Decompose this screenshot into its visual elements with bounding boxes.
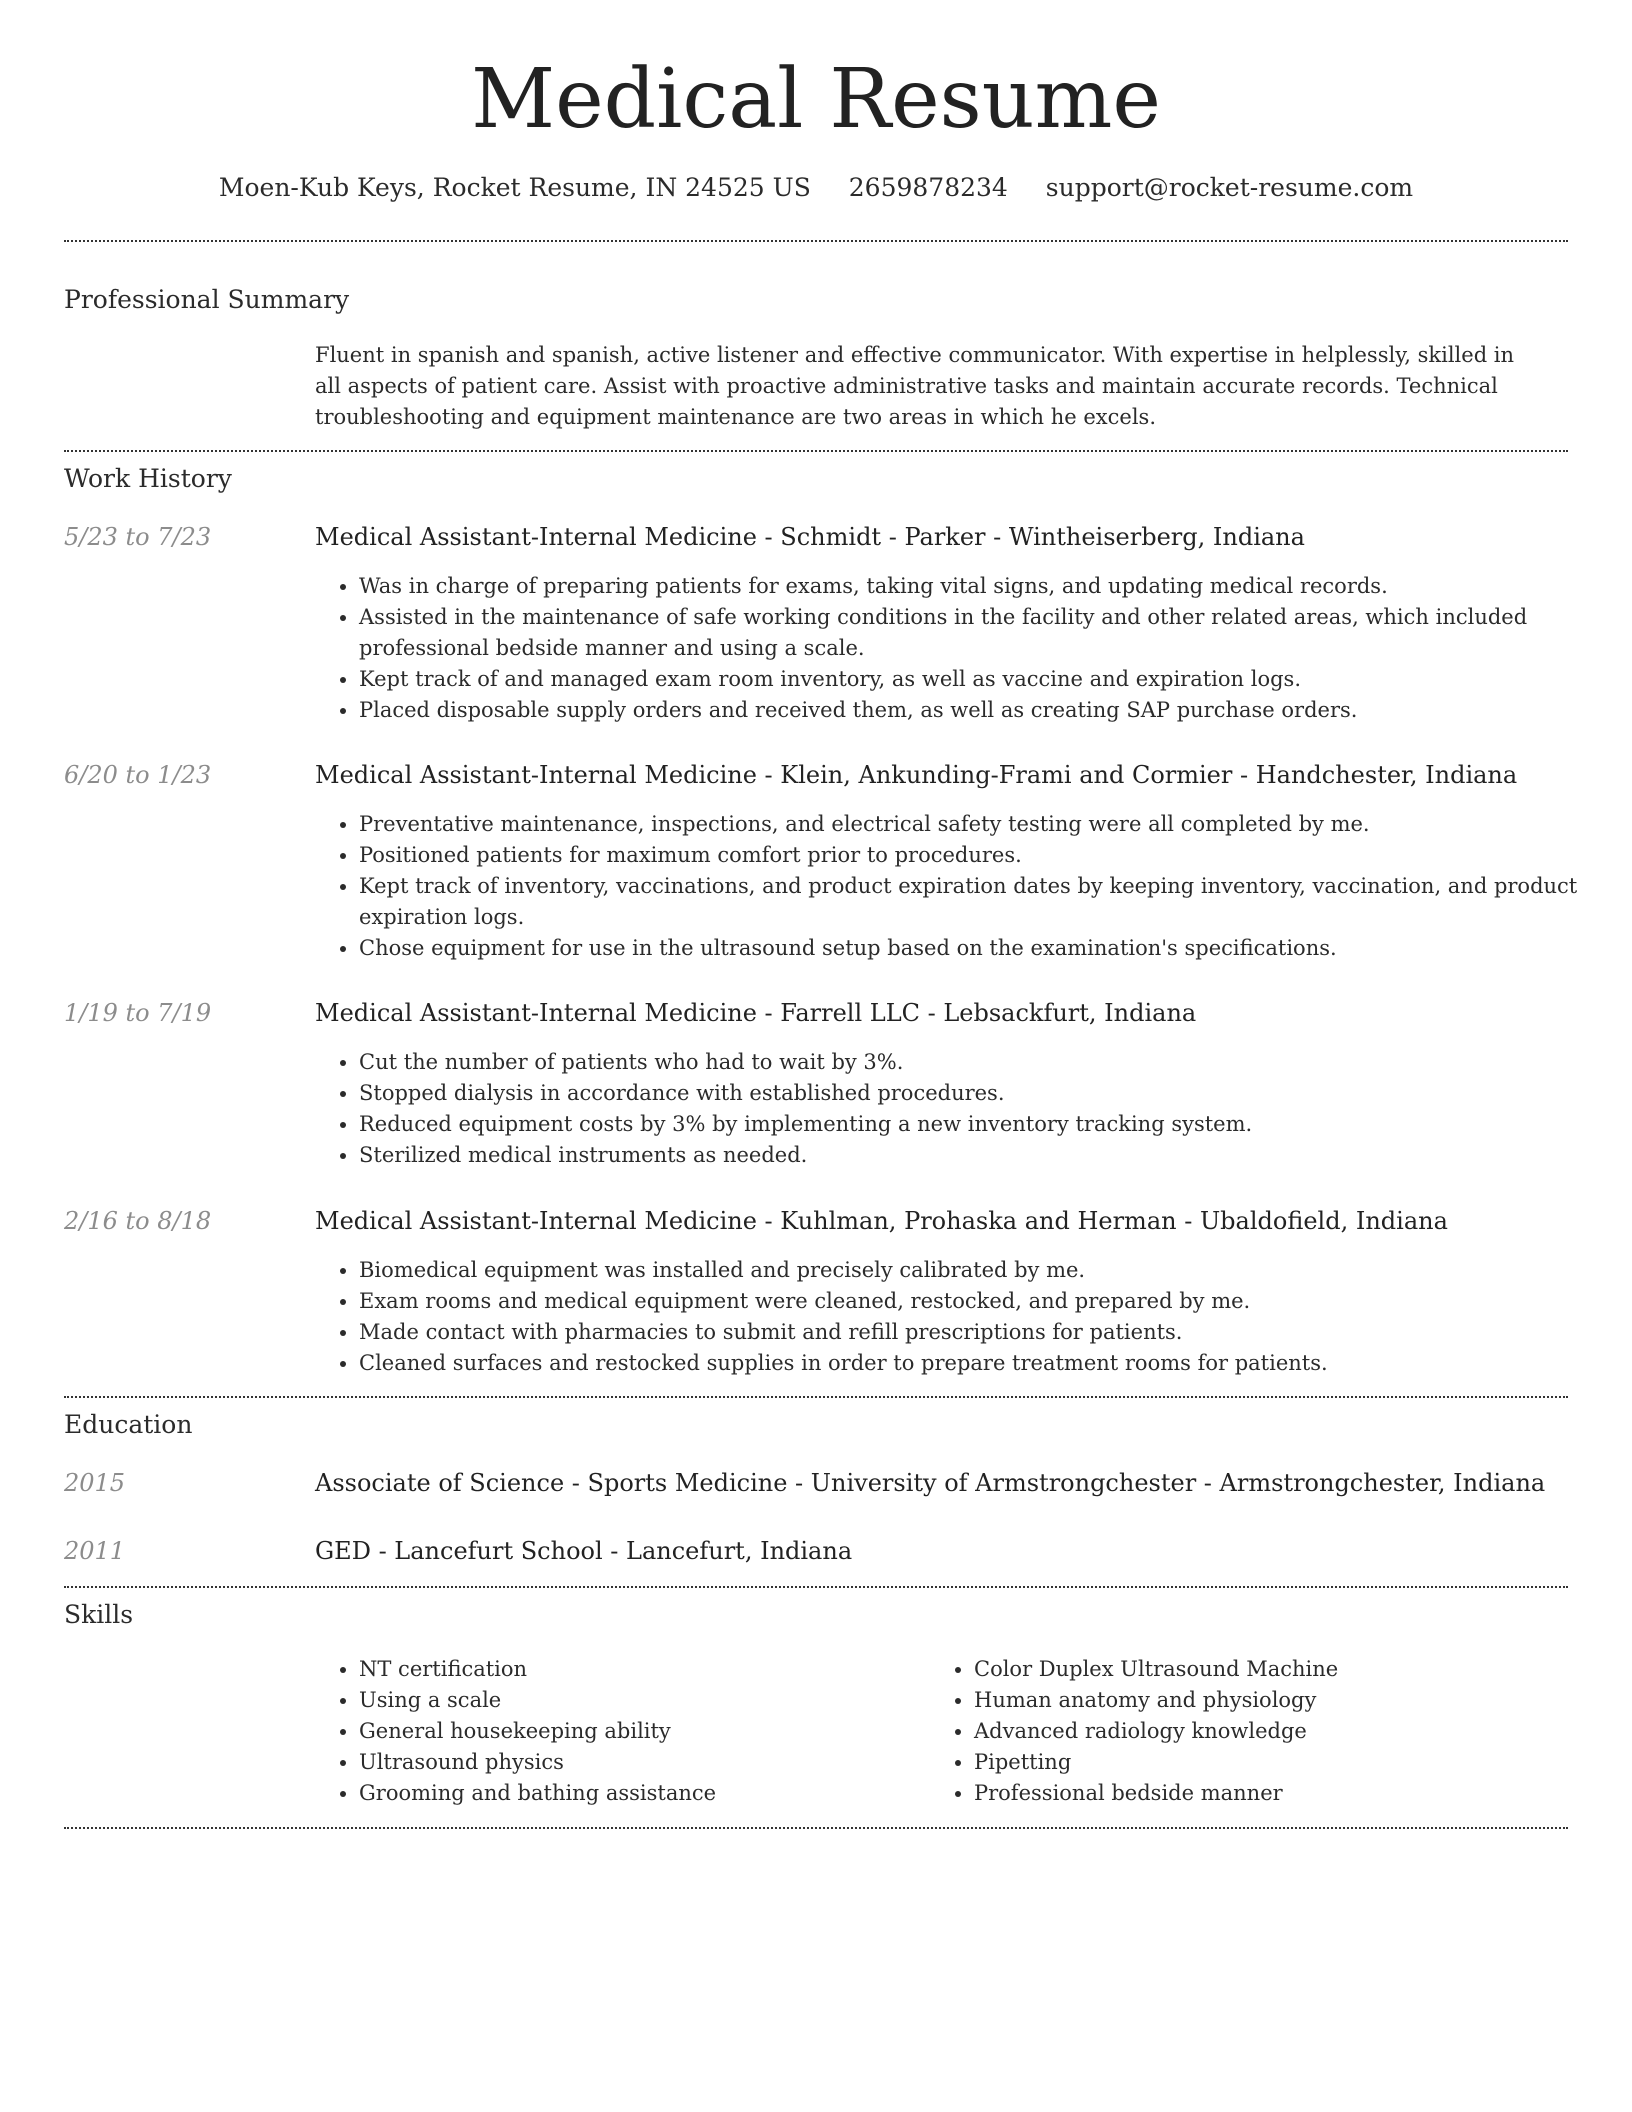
education-degree: GED <box>315 1537 371 1565</box>
list-item: • Exam rooms and medical equipment were cleaned, restocked, and prepared by me. <box>359 1286 1589 1317</box>
list-item: • Cleaned surfaces and restocked supplies in order to prepare treatment rooms for patients. <box>359 1348 1589 1379</box>
education-year: 2015 <box>64 1469 126 1497</box>
job-bullets <box>315 571 1589 726</box>
list-item: • Pipetting <box>974 1747 1554 1778</box>
job-role: Medical Assistant-Internal Medicine <box>315 761 757 789</box>
list-item: • Made contact with pharmacies to submit and refill prescriptions for patients. <box>359 1317 1589 1348</box>
list-item: • Stopped dialysis in accordance with established procedures. <box>359 1078 1589 1109</box>
contact-line <box>0 170 1632 206</box>
list-item: • Kept track of inventory, vaccinations, and product expiration dates by keeping inventory, vaccination, and product expiration logs. <box>359 871 1589 933</box>
job-details: - Klein, Ankunding-Frami and Cormier - Handchester, Indiana <box>756 761 1518 789</box>
list-item: • Sterilized medical instruments as needed. <box>359 1140 1589 1171</box>
list-item: • Ultrasound physics <box>359 1747 939 1778</box>
list-item: • Reduced equipment costs by 3% by implementing a new inventory tracking system. <box>359 1109 1589 1140</box>
list-item: • Using a scale <box>359 1685 939 1716</box>
list-item: • Advanced radiology knowledge <box>974 1716 1554 1747</box>
list-item: • Biomedical equipment was installed and precisely calibrated by me. <box>359 1255 1589 1286</box>
job-dates: 2/16 to 8/18 <box>64 1207 212 1235</box>
job-dates: 5/23 to 7/23 <box>64 523 212 551</box>
job-bullets <box>315 1047 1589 1171</box>
section-title-summary: Professional Summary <box>64 285 350 314</box>
skills-list-right <box>930 1654 1554 1809</box>
education-year: 2011 <box>64 1537 126 1565</box>
skills-list-left <box>315 1654 939 1809</box>
section-title-work-history: Work History <box>64 464 232 493</box>
job-role: Medical Assistant-Internal Medicine <box>315 1207 757 1235</box>
contact-address: Moen-Kub Keys, Rocket Resume, IN 24525 US <box>218 173 811 202</box>
list-item: • Color Duplex Ultrasound Machine <box>974 1654 1554 1685</box>
divider <box>64 450 1568 452</box>
list-item: • Was in charge of preparing patients for exams, taking vital signs, and updating medical records. <box>359 571 1589 602</box>
list-item: • Preventative maintenance, inspections, and electrical safety testing were all completed by me. <box>359 809 1589 840</box>
job-role: Medical Assistant-Internal Medicine <box>315 999 757 1027</box>
list-item: • Professional bedside manner <box>974 1778 1554 1809</box>
education-details: - University of Armstrongchester - Armstrongchester, Indiana <box>787 1469 1546 1497</box>
job-bullets <box>315 809 1589 964</box>
education-details: - Lancefurt School - Lancefurt, Indiana <box>370 1537 853 1565</box>
job-title <box>315 520 1565 554</box>
divider <box>64 240 1568 242</box>
list-item: • Kept track of and managed exam room inventory, as well as vaccine and expiration logs. <box>359 664 1589 695</box>
education-entry <box>315 1466 1565 1500</box>
list-item: • General housekeeping ability <box>359 1716 939 1747</box>
job-dates: 6/20 to 1/23 <box>64 761 212 789</box>
section-title-skills: Skills <box>64 1600 134 1629</box>
divider <box>64 1396 1568 1398</box>
job-title <box>315 1204 1565 1238</box>
list-item: • NT certification <box>359 1654 939 1685</box>
list-item: • Grooming and bathing assistance <box>359 1778 939 1809</box>
contact-email: support@rocket-resume.com <box>1045 173 1414 202</box>
contact-phone: 2659878234 <box>848 173 1008 202</box>
list-item: • Human anatomy and physiology <box>974 1685 1554 1716</box>
job-details: - Farrell LLC - Lebsackfurt, Indiana <box>756 999 1197 1027</box>
list-item: • Cut the number of patients who had to wait by 3%. <box>359 1047 1589 1078</box>
education-entry <box>315 1534 1565 1568</box>
job-details: - Kuhlman, Prohaska and Herman - Ubaldofield, Indiana <box>756 1207 1448 1235</box>
divider <box>64 1586 1568 1588</box>
section-title-education: Education <box>64 1410 193 1439</box>
job-title <box>315 996 1565 1030</box>
list-item: • Positioned patients for maximum comfort prior to procedures. <box>359 840 1589 871</box>
summary-text: Fluent in spanish and spanish, active listener and effective communicator. With expertise in helplessly, skilled in all aspects of patient care. Assist with proactive administrative tasks and maintain accurate records. Technical troubleshooting and equipment maintenance are two areas in which he excels. <box>315 343 1515 429</box>
resume-title: Medical Resume <box>471 52 1161 147</box>
education-degree: Associate of Science - Sports Medicine <box>315 1469 788 1497</box>
job-role: Medical Assistant-Internal Medicine <box>315 523 757 551</box>
job-details: - Schmidt - Parker - Wintheiserberg, Indiana <box>756 523 1305 551</box>
list-item: • Chose equipment for use in the ultrasound setup based on the examination's specifications. <box>359 933 1589 964</box>
job-dates: 1/19 to 7/19 <box>64 999 212 1027</box>
job-title <box>315 758 1565 792</box>
list-item: • Placed disposable supply orders and received them, as well as creating SAP purchase orders. <box>359 695 1589 726</box>
job-bullets <box>315 1255 1589 1379</box>
list-item: • Assisted in the maintenance of safe working conditions in the facility and other related areas, which included professional bedside manner and using a scale. <box>359 602 1589 664</box>
divider <box>64 1827 1568 1829</box>
